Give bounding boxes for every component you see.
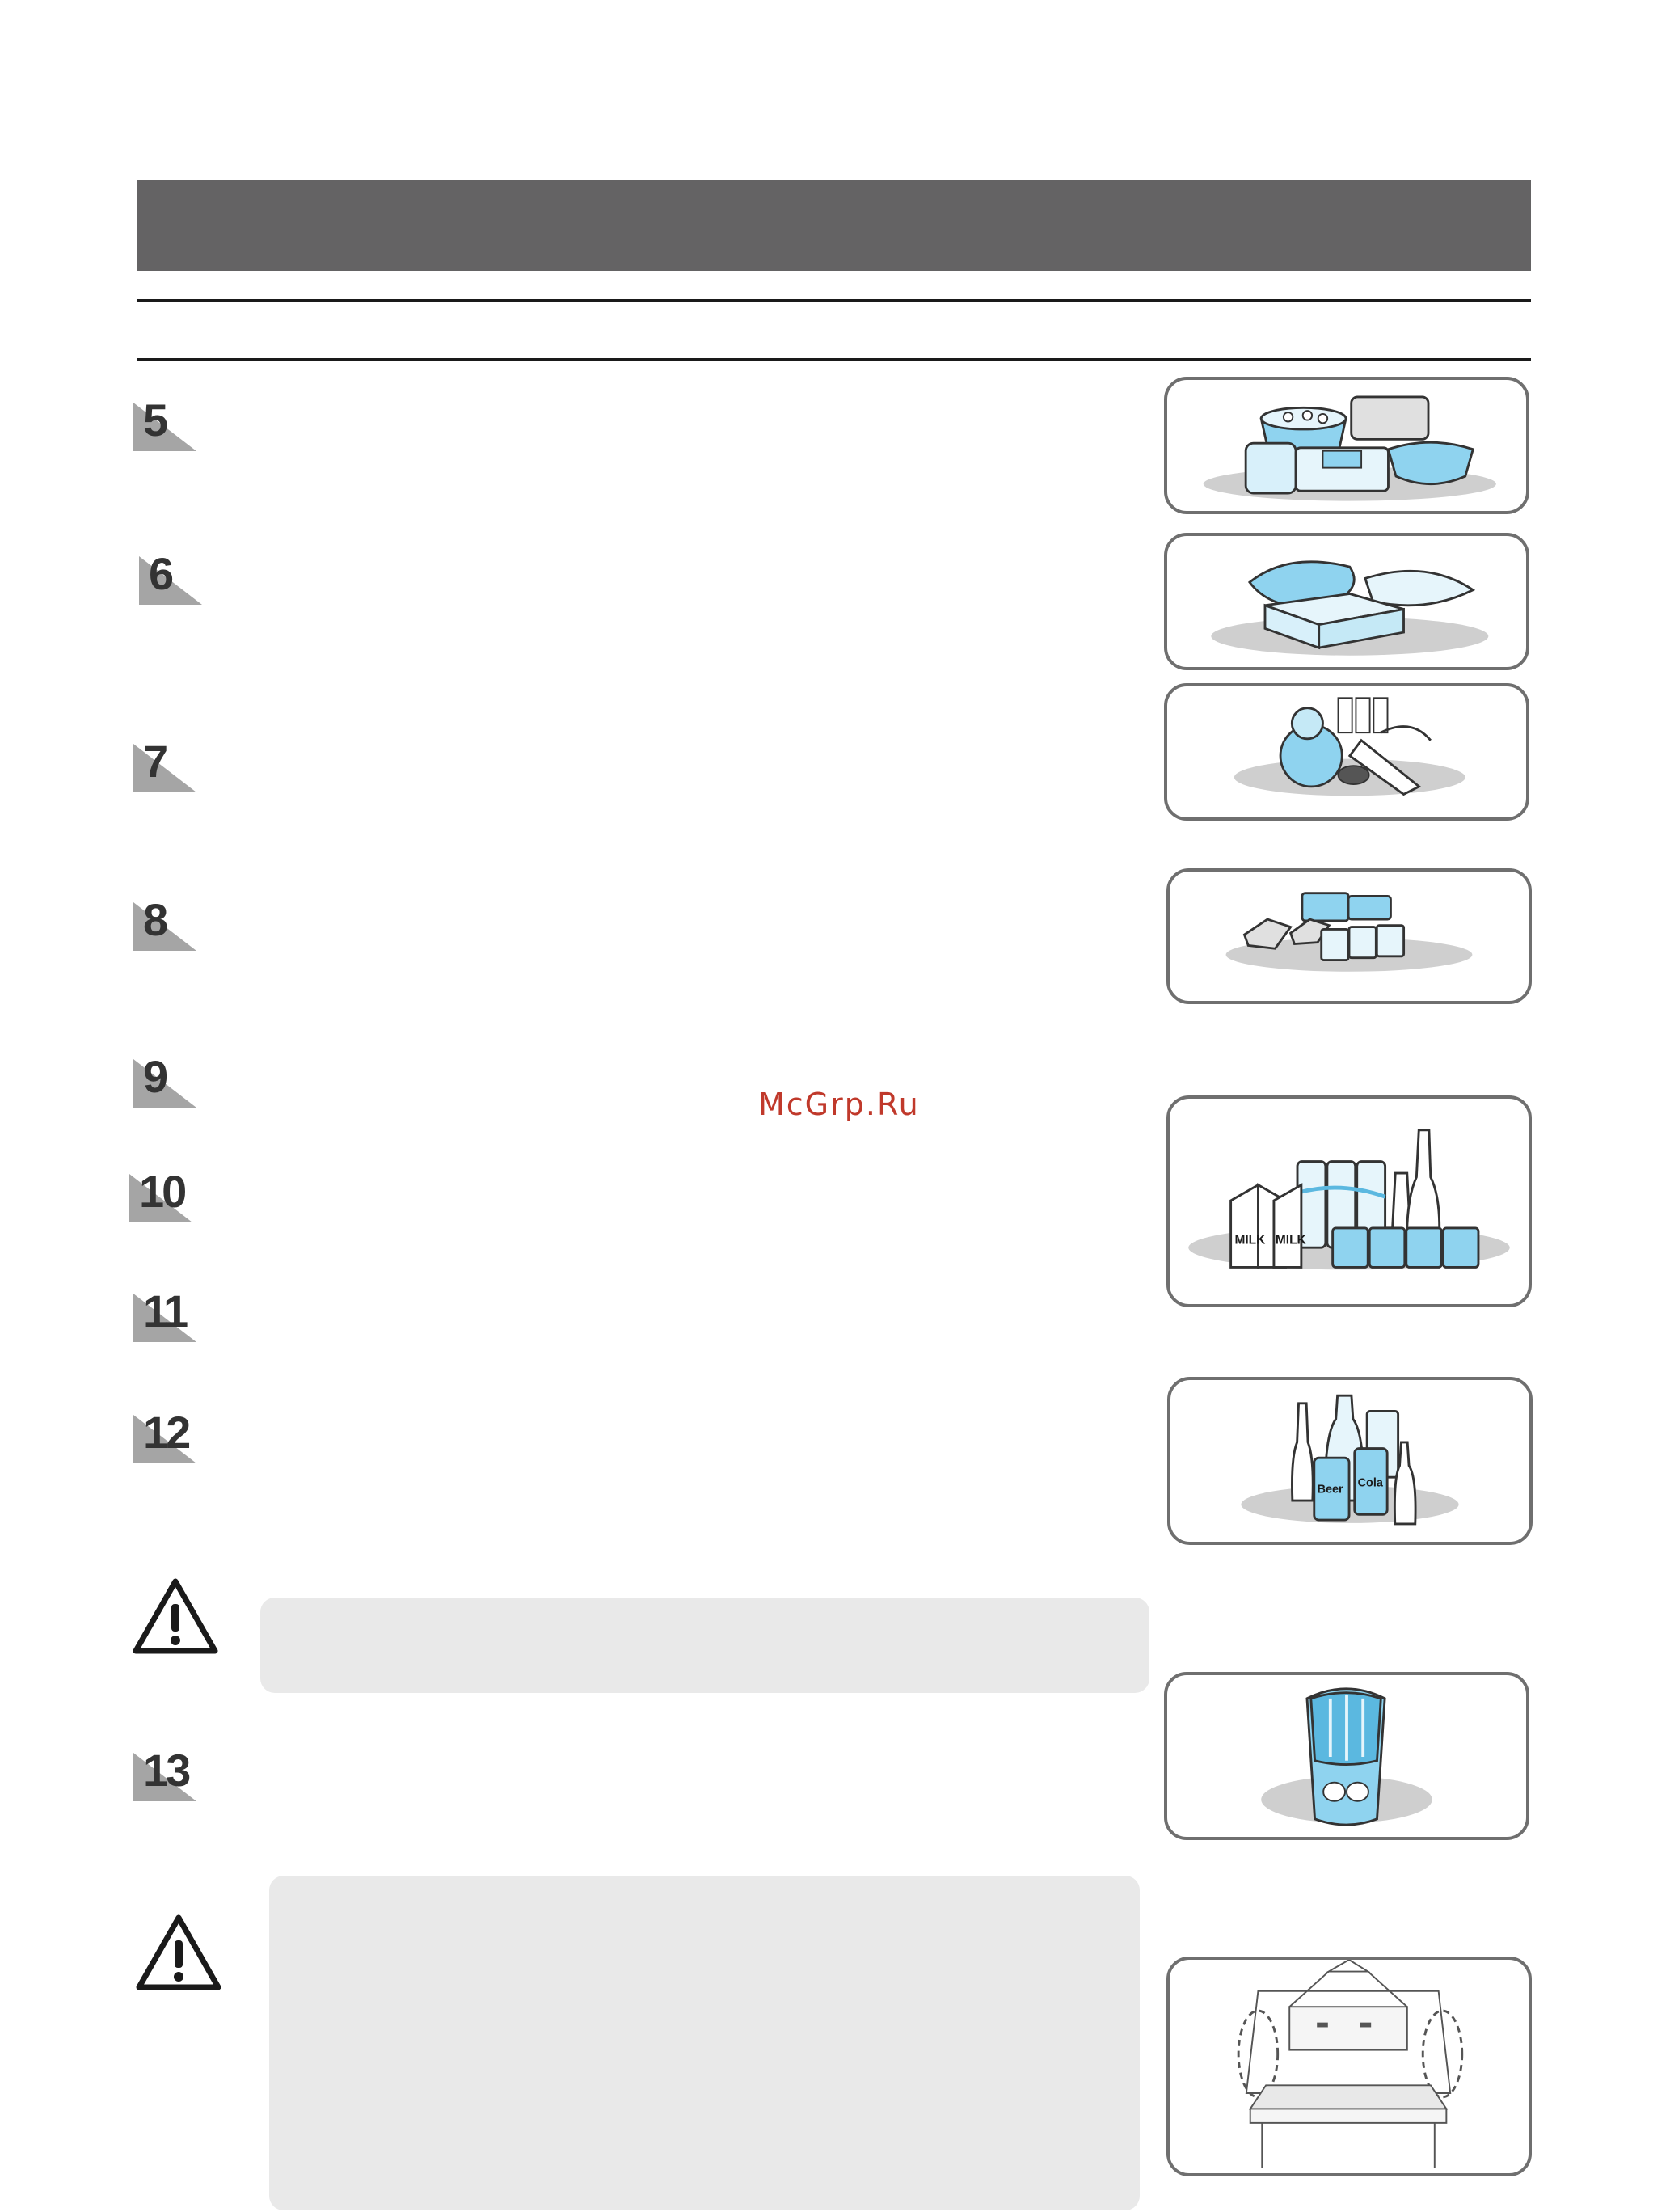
illustration-beer-cola [1167, 1377, 1533, 1545]
beer-can-label: Beer [1317, 1483, 1343, 1496]
step-number: 8 [143, 894, 167, 945]
step-marker-13 [133, 1746, 206, 1803]
step-number: 6 [149, 548, 172, 599]
illustration-meat-fish [1164, 533, 1529, 670]
step-number: 13 [143, 1745, 189, 1796]
section-header-bar [137, 180, 1531, 271]
step-marker-9 [133, 1053, 206, 1109]
step-number: 11 [143, 1285, 187, 1336]
illustration-food-containers [1164, 377, 1529, 514]
bottom-rule [137, 358, 1531, 361]
illustration-packaged-food [1166, 868, 1532, 1004]
step-marker-7 [133, 737, 206, 794]
illustration-fridge-interior [1166, 1957, 1532, 2176]
top-rule [137, 299, 1531, 302]
step-marker-5 [133, 396, 206, 453]
step-number: 9 [143, 1051, 167, 1102]
step-number: 5 [143, 395, 167, 445]
step-number: 10 [139, 1166, 185, 1217]
illustration-vegetables [1164, 683, 1529, 821]
step-number: 12 [143, 1407, 189, 1458]
illustration-egg-container [1164, 1672, 1529, 1840]
step-marker-11 [133, 1287, 206, 1344]
step-number: 7 [143, 736, 167, 787]
cola-can-label: Cola [1357, 1476, 1383, 1490]
step-marker-8 [133, 896, 206, 952]
warning-icon [131, 1577, 220, 1657]
warning-icon [134, 1913, 223, 1994]
illustration-milk-drinks [1166, 1095, 1532, 1307]
milk-carton-label: MILK [1275, 1233, 1306, 1247]
step-marker-6 [139, 550, 212, 606]
step-marker-12 [133, 1408, 206, 1465]
watermark: McGrp.Ru [758, 1087, 920, 1122]
warning-box [269, 1876, 1140, 2210]
milk-carton-label: MILK [1234, 1233, 1266, 1247]
warning-box [260, 1598, 1149, 1693]
step-marker-10 [129, 1167, 202, 1224]
